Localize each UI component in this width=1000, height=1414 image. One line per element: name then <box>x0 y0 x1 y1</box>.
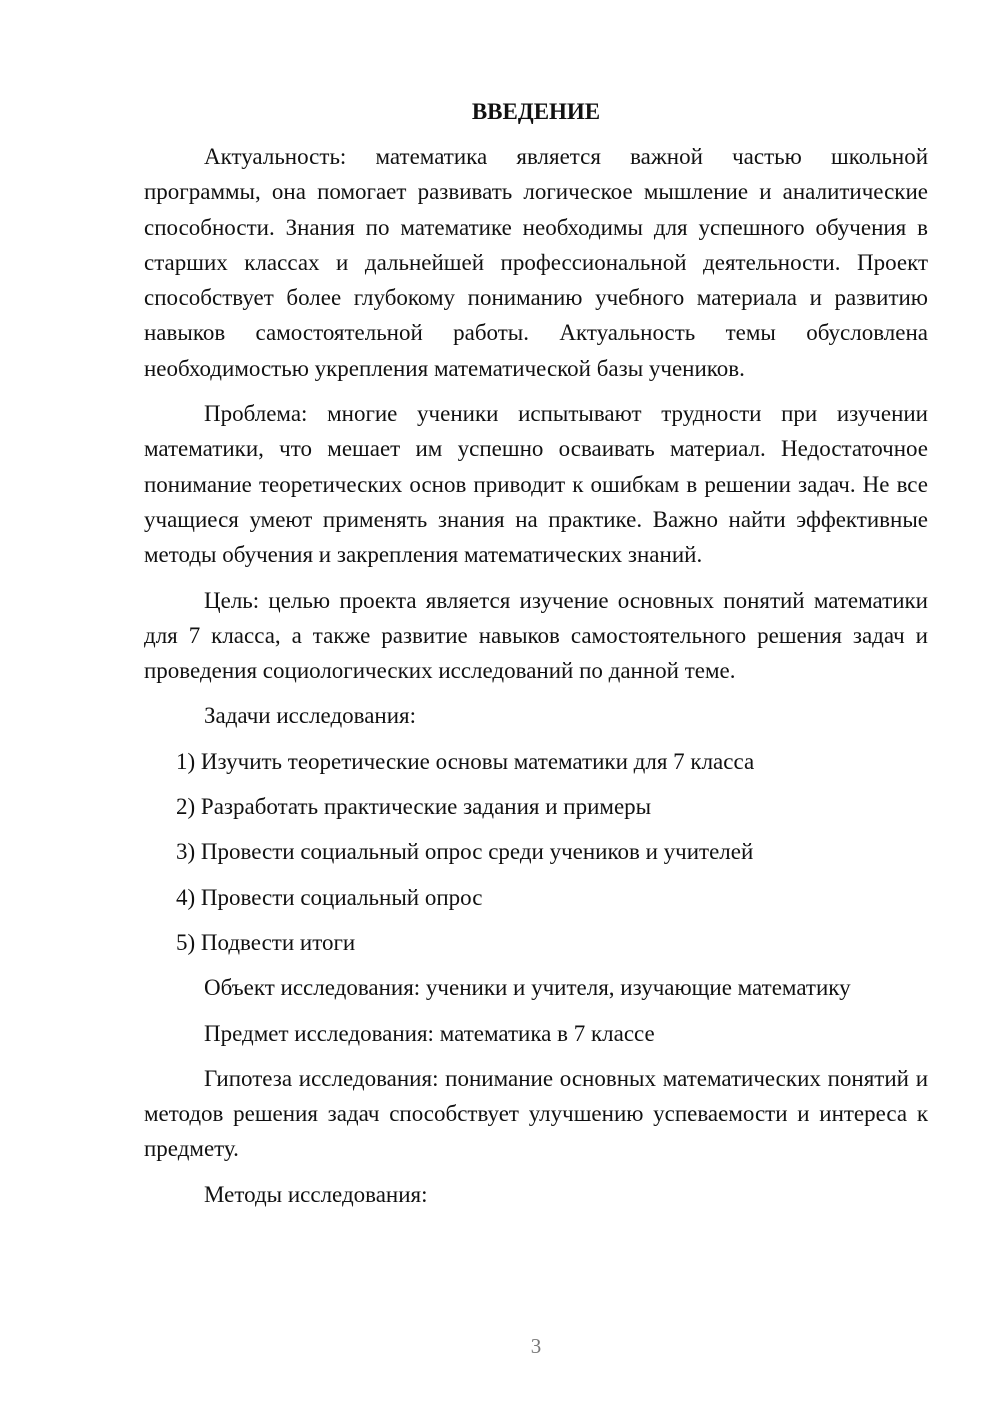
task-item-1: 1) Изучить теоретические основы математики для 7 класса <box>176 748 755 774</box>
page-number: 3 <box>530 1334 542 1358</box>
hypothesis-paragraph: Гипотеза исследования: понимание основных математических понятий и методов решения задач способствует улучшению успеваемости и интереса к предмету. <box>144 1065 928 1162</box>
tasks-heading: Задачи исследования: <box>204 703 417 729</box>
task-item-2: 2) Разработать практические задания и примеры <box>176 794 652 820</box>
problem-paragraph: Проблема: многие ученики испытывают трудности при изучении математики, что мешает им успешно осваивать материал. Недостаточное понимание теоретических основ приводит к ошибкам в решении задач. Не все учащиеся умеют применять знания на практике. Важно найти эффективные методы обучения и закрепления математических знаний. <box>144 401 928 568</box>
research-object: Объект исследования: ученики и учителя, изучающие математику <box>204 975 851 1001</box>
relevance-paragraph: Актуальность: математика является важной частью школьной программы, она помогает развивать логическое мышление и аналитические способности. Знания по математике необходимы для успешного обучения в старших классах и дальнейшей профессиональной деятельности. Проект способствует более глубокому пониманию учебного материала и развитию навыков самостоятельной работы. Актуальность темы обусловлена необходимостью укрепления математической базы учеников. <box>144 144 928 381</box>
research-subject: Предмет исследования: математика в 7 классе <box>204 1020 655 1046</box>
goal-paragraph: Цель: целью проекта является изучение основных понятий математики для 7 класса, а также развитие навыков самостоятельного решения задач и проведения социологических исследований по данной теме. <box>144 587 928 684</box>
methods-heading: Методы исследования: <box>204 1181 428 1207</box>
task-item-4: 4) Провести социальный опрос <box>176 884 483 910</box>
task-item-3: 3) Провести социальный опрос среди учеников и учителей <box>176 839 754 865</box>
task-item-5: 5) Подвести итоги <box>176 929 356 955</box>
page-content <box>144 94 928 1222</box>
page-title: ВВЕДЕНИЕ <box>471 99 601 124</box>
